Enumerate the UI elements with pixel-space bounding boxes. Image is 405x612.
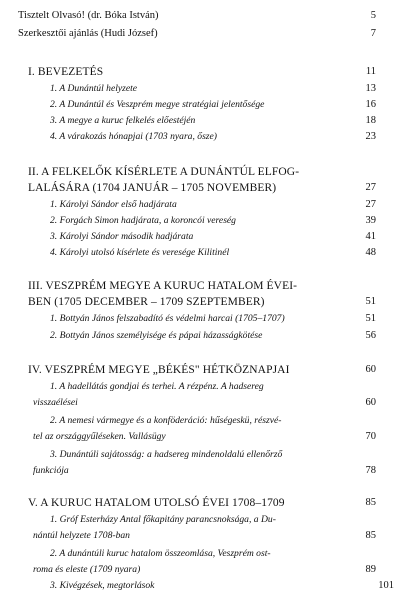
section-page: 85 — [365, 497, 376, 508]
subentry-title: visszaélései — [33, 397, 78, 408]
subentry-title: roma és eleste (1709 nyara) — [33, 564, 141, 575]
subentry-title: 2. A dunántúli kuruc hatalom összeomlása, Veszprém ost- — [50, 548, 271, 559]
subentry-page: 78 — [365, 465, 376, 476]
subentry-title: 1. Károlyi Sándor első hadjárata — [50, 199, 177, 210]
subentry-page: 48 — [365, 247, 376, 258]
subentry-title: 2. A Dunántúl és Veszprém megye stratégiai jelentősége — [50, 99, 265, 110]
section-page: 60 — [365, 364, 376, 375]
toc-entry-title: Szerkesztői ajánlás (Hudi József) — [18, 28, 158, 39]
toc-entry-page: 5 — [370, 10, 376, 21]
subentry-title: 3. Károlyi Sándor második hadjárata — [50, 231, 194, 242]
subentry-title: 4. A várakozás hónapjai (1703 nyara, ősze) — [50, 131, 217, 142]
section-title: BEN (1705 DECEMBER – 1709 SZEPTEMBER) — [28, 296, 265, 308]
subentry-title: 1. A hadellátás gondjai és terhei. A rézpénz. A hadsereg — [50, 381, 264, 392]
subentry-page: 85 — [365, 530, 376, 541]
subentry-page: 23 — [365, 131, 376, 142]
subentry-page: 70 — [365, 431, 376, 442]
section-title: II. A FELKELŐK KÍSÉRLETE A DUNÁNTÚL ELFOG- — [28, 166, 300, 178]
subentry-page: 89 — [365, 564, 376, 575]
subentry-title: tel az országgyűléseken. Vallásügy — [33, 431, 166, 442]
toc-entry-page: 7 — [370, 28, 376, 39]
section-page: 11 — [365, 66, 376, 77]
section-title: V. A KURUC HATALOM UTOLSÓ ÉVEI 1708–1709 — [28, 497, 285, 509]
section-title: III. VESZPRÉM MEGYE A KURUC HATALOM ÉVEI- — [28, 280, 298, 292]
subentry-title: 3. A megye a kuruc felkelés előestéjén — [50, 115, 196, 126]
subentry-page: 56 — [365, 330, 376, 341]
subentry-title: 1. Bottyán János felszabadító és védelmi harcai (1705–1707) — [50, 313, 285, 324]
subentry-title: 3. Dunántúli sajátosság: a hadsereg mindenoldalú ellenőrző — [50, 449, 283, 460]
subentry-page: 13 — [365, 83, 376, 94]
subentry-title: 2. A nemesi vármegye és a konföderáció: hűségeskü, részvé- — [50, 415, 282, 426]
section-title: IV. VESZPRÉM MEGYE „BÉKÉS" HÉTKÖZNAPJAI — [28, 364, 290, 376]
subentry-title: 1. A Dunántúl helyzete — [50, 83, 138, 94]
subentry-page: 101 — [378, 580, 394, 591]
subentry-title: nántúl helyzete 1708-ban — [33, 530, 130, 541]
subentry-title: 4. Károlyi utolsó kísérlete és veresége Kilitinél — [50, 247, 230, 258]
section-page: 27 — [365, 182, 376, 193]
section-title: LALÁSÁRA (1704 JANUÁR – 1705 NOVEMBER) — [28, 182, 277, 194]
subentry-title: 2. Forgách Simon hadjárata, a koroncói vereség — [50, 215, 236, 226]
subentry-title: 1. Gróf Esterházy Antal főkapitány parancsnoksága, a Du- — [50, 514, 276, 525]
section-page: 51 — [365, 296, 376, 307]
subentry-title: 2. Bottyán János személyisége és pápai házasságkötése — [50, 330, 263, 341]
subentry-page: 51 — [365, 313, 376, 324]
toc-entry-title: Tisztelt Olvasó! (dr. Bóka István) — [18, 10, 159, 21]
subentry-page: 60 — [365, 397, 376, 408]
subentry-title: 3. Kivégzések, megtorlások — [50, 580, 155, 591]
subentry-page: 16 — [365, 99, 376, 110]
subentry-title: funkciója — [33, 465, 69, 476]
subentry-page: 39 — [365, 215, 376, 226]
subentry-page: 27 — [365, 199, 376, 210]
section-title: I. BEVEZETÉS — [28, 66, 104, 78]
subentry-page: 41 — [365, 231, 376, 242]
subentry-page: 18 — [365, 115, 376, 126]
